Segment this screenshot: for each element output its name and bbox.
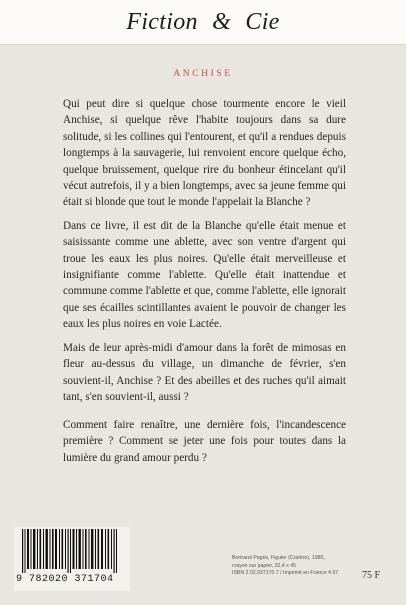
back-cover-text — [63, 96, 346, 412]
price-label: 75 F — [362, 570, 381, 581]
isbn-number: 9 782020 371704 — [16, 574, 114, 585]
credit-line-2: crayon sur papier, 32,4 x 45 — [232, 562, 297, 569]
brand-ampersand: & — [212, 8, 232, 35]
paragraph-3: Mais de leur après-midi d'amour dans la forêt de mimosas en fleur au-dessus du village, un dimanche de février, s'en souvient-il, Anchise ? Et des abeilles et des ruches qu'il aimait tant, s'en souvient-il, aussi ? — [63, 341, 346, 403]
brand-cie: Cie — [245, 8, 280, 35]
paragraph-1: Qui peut dire si quelque chose tourmente encore le vieil Anchise, si quelque rêve l'habite toujours dans sa dure solitude, si les collines qui l'entourent, et qu'il a rendues depuis longtemps à la sauvagerie, lui renvoient encore quelque écho, quelque bruissement, quelque rire du bonheur étincelant qu'il vécut autrefois, il y a bien longtemps, avec sa jeune femme qui était si blonde que tout le monde l'appelait la Blanche ? — [63, 98, 346, 209]
credit-line-1: Bertrand Pagès, Figuier (Cratère), 1985, — [232, 555, 325, 561]
brand-fiction: Fiction — [126, 8, 198, 35]
credit-line-3: ISBN 2.02.037170.7 / Imprimé en France 4.97 — [232, 570, 339, 577]
barcode-bars — [14, 527, 130, 573]
book-title: ANCHISE — [173, 69, 233, 79]
cover-credits — [232, 555, 350, 578]
closing-paragraph — [63, 417, 346, 466]
series-logo — [126, 9, 279, 36]
publisher-header — [0, 0, 406, 45]
paragraph-2: Dans ce livre, il est dit de la Blanche qu'elle était menue et saisissante comme une ablette, avec son ventre d'argent qui troue les eaux les plus noires. Qu'elle était merveilleuse et insignifiante comme l'ablette. Qu'elle était inattendue et commune comme l'ablette et que, comme l'ablette, elle ignorait que ses écailles scintillantes avaient le pouvoir de changer les eaux les plus noires en voie Lactée. — [63, 219, 346, 331]
closing-text: Comment faire renaître, une dernière fois, l'incandescence première ? Comment se jeter une fois pour toutes dans la lumière du grand amour perdu ? — [63, 419, 346, 464]
